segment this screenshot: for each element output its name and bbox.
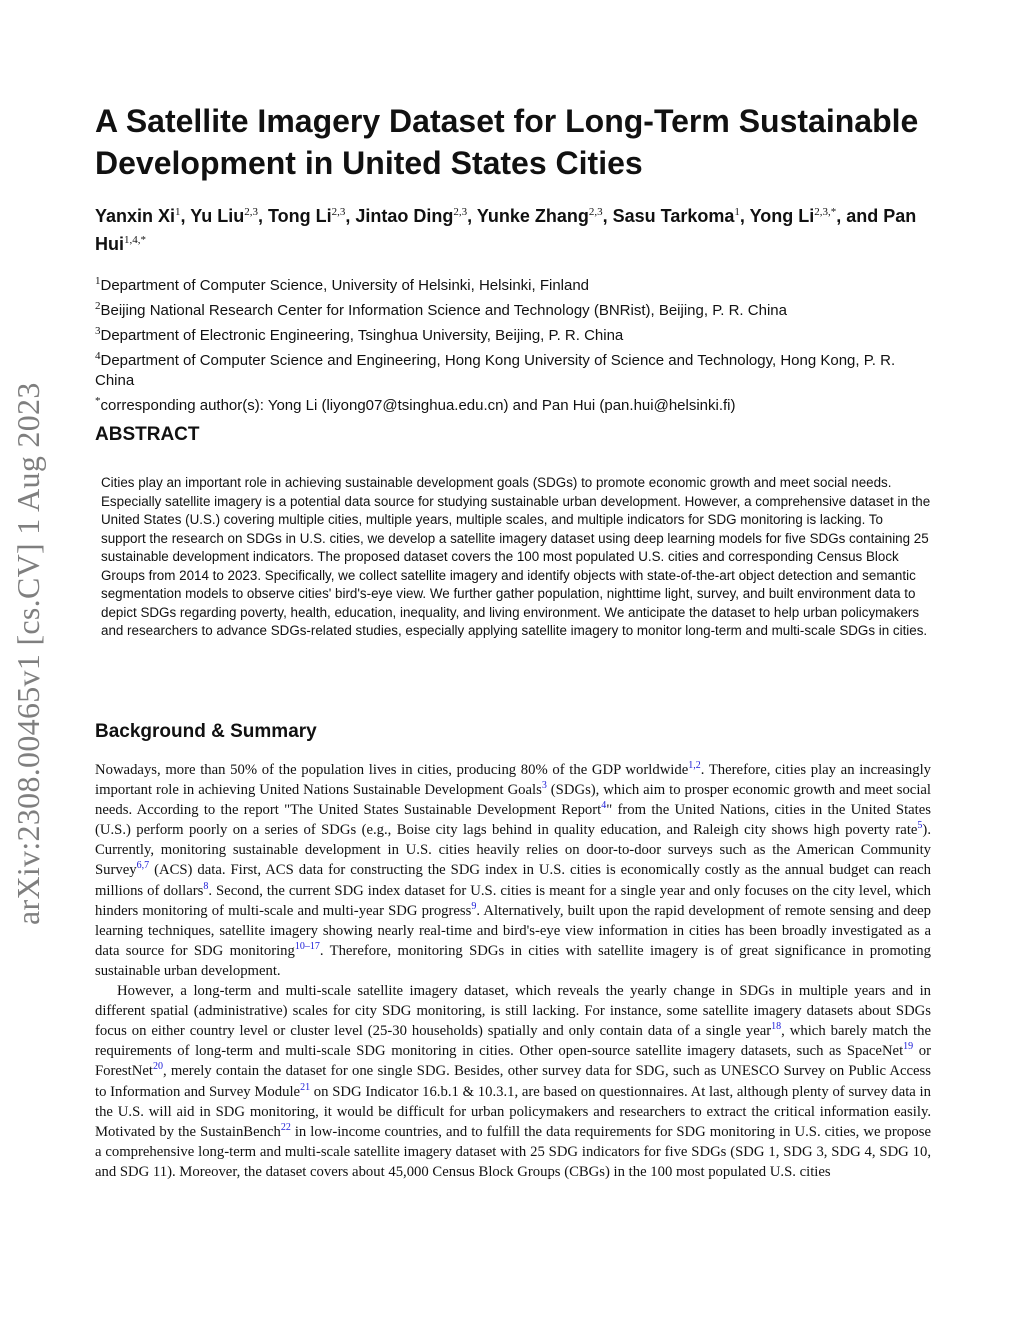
author-separator: , [257,206,268,226]
author-superscript: 1,4,* [124,234,146,246]
affiliation-list [95,271,935,416]
citation-link[interactable]: 22 [280,1121,291,1133]
citation-link[interactable]: 9 [471,900,477,912]
author-superscript: 2,3,* [814,206,837,218]
affiliation-text: corresponding author(s): Yong Li (liyong07@tsinghua.edu.cn) and Pan Hui (pan.hui@helsinki.fi) [100,397,736,414]
author-separator: , [345,206,356,226]
citation-link[interactable]: 4 [601,800,607,812]
abstract-text: Cities play an important role in achieving sustainable development goals (SDGs) to promote economic growth and meet social needs. Especially satellite imagery is a potential data source for studying sustainable urban development. However, a comprehensive dataset in the United States (U.S.) covering multiple cities, multiple years, multiple scales, and multiple indicators for SDG monitoring is lacking. To support the research on SDGs in U.S. cities, we develop a satellite imagery dataset using deep learning models for five SDGs containing 25 sustainable development indicators. The proposed dataset covers the 100 most populated U.S. cities and corresponding Census Block Groups from 2014 to 2023. Specifically, we collect satellite imagery and identify objects with state-of-the-art object detection and semantic segmentation models to observe cities' bird's-eye view. We further gather population, nighttime light, survey, and built environment data to depict SDGs regarding poverty, health, education, inequality, and living environment. We anticipate the dataset to help urban policymakers and researchers to advance SDGs-related studies, especially applying satellite imagery to monitor long-term and multi-scale SDGs in cities. [101,475,931,638]
paragraph-text: . Therefore, monitoring SDGs in cities with satellite imagery is of great significance in promoting sustainable urban development. [95,942,931,979]
citation-link[interactable]: 8 [203,880,209,892]
body-paragraph [95,981,931,1182]
citation-link[interactable]: 3 [541,780,547,792]
author-name: Jintao Ding [355,206,454,226]
paragraph-text: (ACS) data. First, ACS data for constructing the SDG index in U.S. cities is economically costly as the annual budget can reach millions of dollars [95,862,931,899]
affiliation-marker: 1 [95,275,101,287]
paragraph-text: ). Currently, monitoring sustainable development in U.S. cities heavily relies on door-to-door surveys such as the American Community Survey [95,822,931,879]
affiliation-text: Department of Computer Science and Engineering, Hong Kong University of Science and Technology, Hong Kong, P. R. China [95,352,896,389]
abstract-heading: ABSTRACT [95,424,200,445]
affiliation-marker: 4 [95,350,101,362]
body-text [95,760,931,1182]
paragraph-text: or ForestNet [95,1043,931,1080]
paragraph-text: on SDG Indicator 16.b.1 & 10.3.1, are based on questionnaires. At last, although plenty of survey data in the U.S. will aid in SDG monitoring, it would be difficult for urban policymakers and researchers to extract the critical information easily. Motivated by the SustainBench [95,1083,931,1140]
section-heading-background: Background & Summary [95,721,317,742]
author-name: Yong Li [749,206,815,226]
author-list [95,200,935,256]
affiliation-text: Department of Computer Science, University of Helsinki, Helsinki, Finland [100,277,590,294]
paragraph-text: , merely contain the dataset for one single SDG. Besides, other survey data for SDG, such as UNESCO Survey on Public Access to Information and Survey Module [95,1063,931,1100]
affiliation-marker: * [95,395,101,407]
paragraph-text: . Second, the current SDG index dataset for U.S. cities is meant for a single year and only focuses on the city level, which hinders monitoring of multi-scale and multi-year SDG progress [95,882,931,919]
paragraph-text: (SDGs), which aim to prosper economic growth and meet social needs. According to the report "The United States Sustainable Development Report [95,782,932,819]
author-name: Yunke Zhang [476,206,589,226]
citation-link[interactable]: 1,2 [688,760,701,772]
author-separator: , [739,206,750,226]
author-superscript: 2,3 [331,206,346,218]
citation-link[interactable]: 18 [771,1021,782,1033]
citation-link[interactable]: 20 [152,1061,163,1073]
author-superscript: 2,3 [588,206,603,218]
body-paragraph [95,760,931,981]
citation-link[interactable]: 10–17 [294,940,320,952]
paragraph-text: However, a long-term and multi-scale satellite imagery dataset, which reveals the yearly change in SDGs in multiple years and in different spatial (administrative) scales for city SDG monitoring, is still lacking. For instance, some satellite imagery datasets about SDGs focus on either country level or cluster level (25-30 households) spatially and only contain data of a single year [95,983,931,1040]
paragraph-text: Nowadays, more than 50% of the population lives in cities, producing 80% of the GDP worldwide [95,762,689,778]
author-name: Pan Hui [95,206,917,254]
author-superscript: 2,3 [453,206,468,218]
author-superscript: 2,3 [244,206,258,218]
paragraph-text: in low-income countries, and to fulfill the data requirements for SDG monitoring in U.S. cities, we propose a comprehensive long-term and multi-scale satellite imagery dataset with 25 SDG indicators for five SDGs (SDG 1, SDG 3, SDG 4, SDG 10, and SDG 11). Moreover, the dataset covers about 45,000 Census Block Groups (CBGs) in the 100 most populated U.S. cities [95,1123,931,1180]
affiliation-line [95,296,935,321]
citation-link[interactable]: 6,7 [136,860,150,872]
citation-link[interactable]: 19 [903,1041,914,1053]
author-name: Yu Liu [190,206,245,226]
author-separator: , [180,206,191,226]
author-name: Yanxin Xi [95,206,176,226]
affiliation-line [95,391,935,416]
author-superscript: 1 [175,206,181,218]
author-separator: , [467,206,477,226]
affiliation-text: Department of Electronic Engineering, Tsinghua University, Beijing, P. R. China [100,327,624,344]
paragraph-text: " from the United Nations, cities in the United States (U.S.) perform poorly on a series of SDGs (e.g., Boise city lags behind in quality education, and Raleigh city shows high poverty rate [95,802,931,839]
citation-link[interactable]: 21 [300,1081,311,1093]
affiliation-line [95,321,935,346]
author-superscript: 1 [734,206,740,218]
affiliation-marker: 3 [95,325,101,337]
author-name: Sasu Tarkoma [612,206,735,226]
paragraph-text: , which barely match the requirements of long-term and multi-scale SDG monitoring in cities. Other open-source satellite imagery datasets, such as SpaceNet [95,1023,931,1060]
paragraph-text: . Alternatively, built upon the rapid development of remote sensing and deep learning techniques, satellite imagery showing nearly real-time and bird's-eye view information in cities has been broadly investigated as a data source for SDG monitoring [95,902,932,959]
author-separator: , and [836,206,884,226]
author-name: Tong Li [268,206,332,226]
affiliation-line [95,271,935,296]
affiliation-marker: 2 [95,300,101,312]
paper-title: A Satellite Imagery Dataset for Long-Term Sustainable Development in United States Cities [95,103,919,181]
author-separator: , [602,206,613,226]
arxiv-identifier-stamp: arXiv:2308.00465v1 [cs.CV] 1 Aug 2023 [10,382,46,925]
affiliation-line [95,346,935,391]
citation-link[interactable]: 5 [917,820,923,832]
paragraph-text: . Therefore, cities play an increasingly important role in achieving United Nations Sustainable Development Goals [95,762,931,799]
affiliation-text: Beijing National Research Center for Information Science and Technology (BNRist), Beijing, P. R. China [100,302,787,319]
